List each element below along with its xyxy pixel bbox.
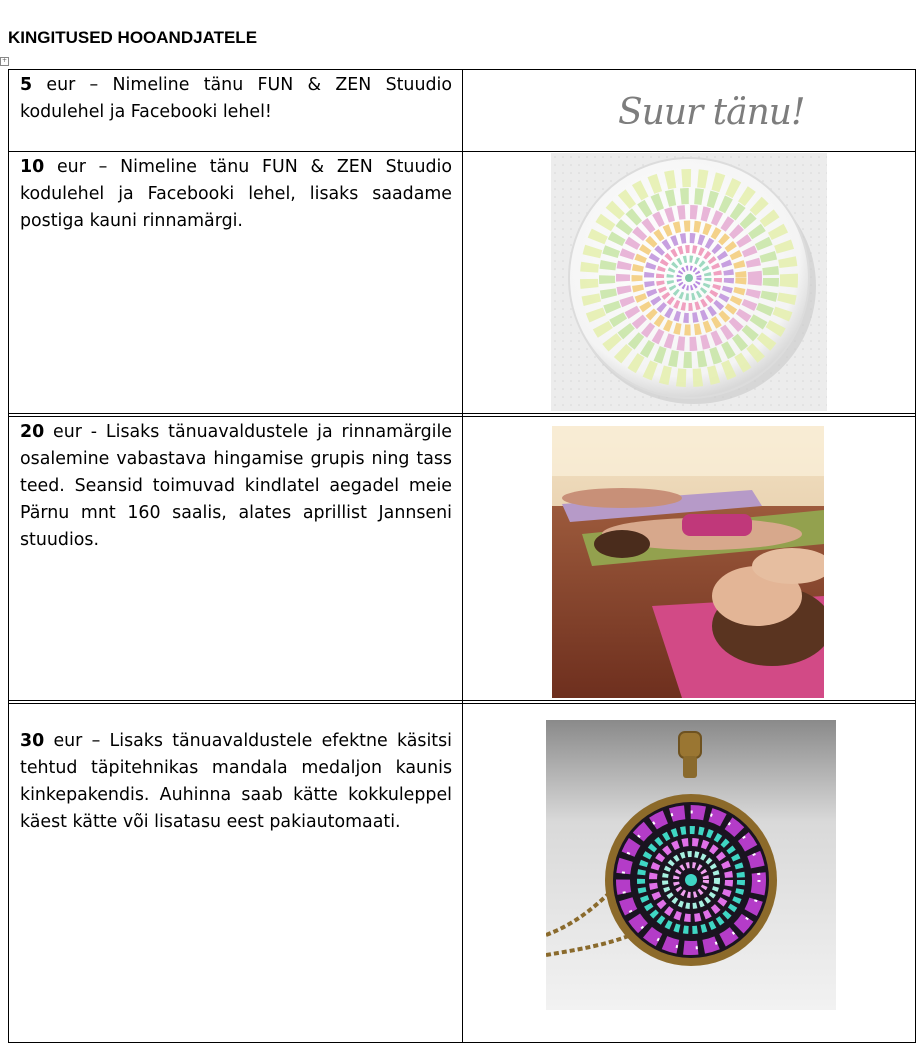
reward-amount: 10 — [20, 157, 45, 177]
reward-image-cell — [463, 70, 916, 152]
table-row — [9, 417, 916, 701]
page-heading: KINGITUSED HOOANDJATELE — [8, 28, 258, 47]
reward-text: eur – Nimeline tänu FUN & ZEN Stuudio kodulehel ja Facebooki lehel, lisaks saadame postiga kauni rinnamärgi. — [20, 157, 452, 231]
reward-amount: 30 — [20, 731, 45, 751]
reward-text: eur - Lisaks tänuavaldustele ja rinnamärgile osalemine vabastava hingamise grupis ning tass teed. Seansid toimuvad kindlatel aegadel meie Pärnu mnt 160 saalis, alates aprillist Jannseni stuudios. — [20, 422, 452, 550]
mandala-pin-badge-image — [551, 153, 827, 411]
reward-amount: 5 — [20, 75, 33, 95]
rewards-table — [8, 69, 916, 1043]
reward-text-cell — [9, 417, 463, 701]
table-row — [9, 704, 916, 1043]
reward-image-cell — [463, 417, 916, 701]
reward-text-cell — [9, 152, 463, 414]
reward-image-cell — [463, 704, 916, 1043]
reward-description — [9, 152, 462, 235]
reward-amount: 20 — [20, 422, 45, 442]
reward-description — [9, 70, 462, 126]
reward-text-cell — [9, 704, 463, 1043]
breathing-group-photo — [552, 426, 824, 698]
reward-description — [9, 704, 462, 836]
reward-text: eur – Nimeline tänu FUN & ZEN Stuudio kodulehel ja Facebooki lehel! — [20, 75, 452, 122]
table-move-handle-icon[interactable]: + — [1, 57, 8, 64]
thank-you-script-text: Suur tänu! — [618, 92, 805, 133]
reward-text-cell — [9, 70, 463, 152]
reward-description — [9, 417, 462, 554]
reward-image-cell — [463, 152, 916, 414]
reward-text: eur – Lisaks tänuavaldustele efektne käsitsi tehtud täpitehnikas mandala medaljon kaunis kinkepakendis. Auhinna saab kätte kokkuleppel käest kätte või lisatasu eest pakiautomaati. — [20, 731, 452, 832]
table-row — [9, 152, 916, 414]
mandala-pendant-photo — [546, 720, 836, 1010]
table-row — [9, 70, 916, 152]
